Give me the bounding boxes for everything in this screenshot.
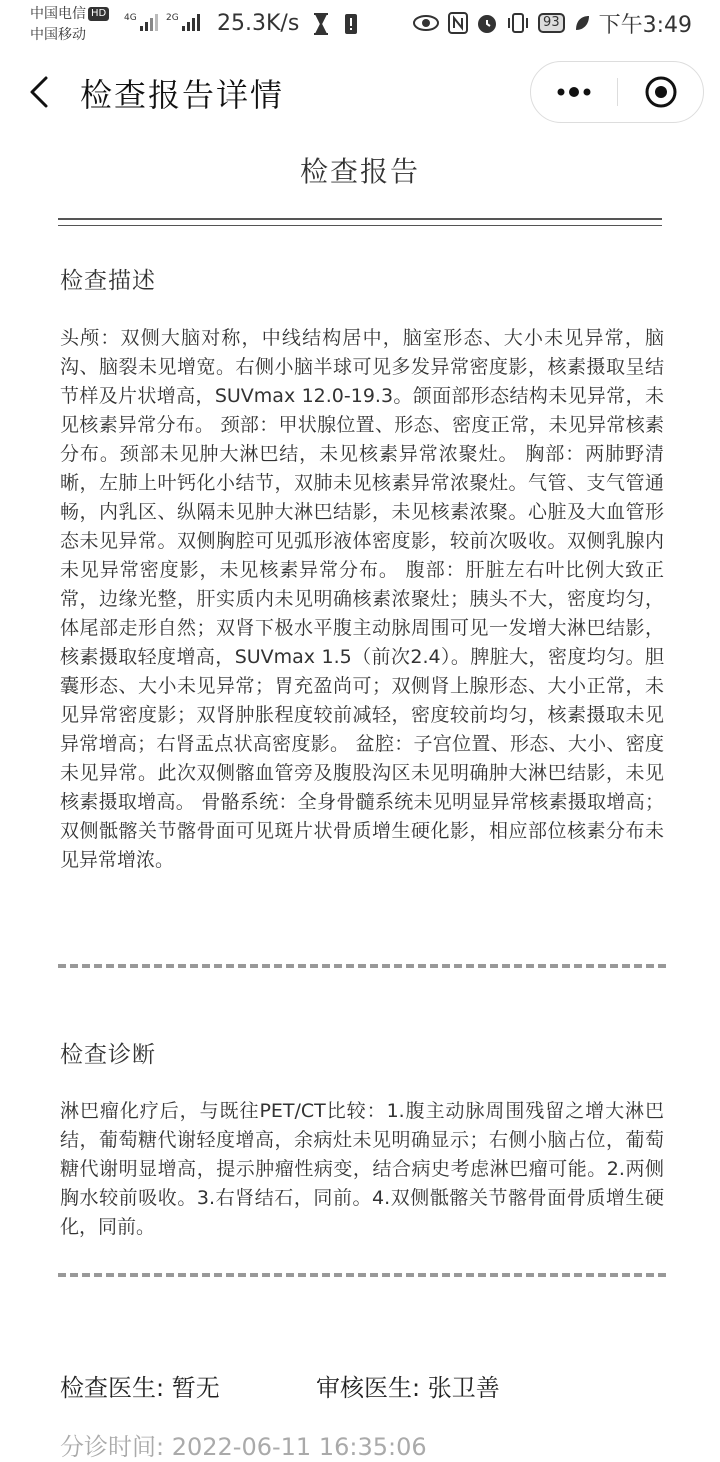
vibrate-icon xyxy=(506,12,530,34)
target-circle-icon xyxy=(618,62,704,122)
doctor-row xyxy=(60,1368,500,1403)
title-divider-top xyxy=(58,218,662,220)
net2-label: 2G xyxy=(166,13,179,23)
status-bar xyxy=(0,0,720,50)
dashed-divider-2 xyxy=(58,1273,666,1277)
page-title: 检查报告详情 xyxy=(80,76,285,114)
signal-4g-icon xyxy=(124,10,160,32)
battery-indicator: 93 xyxy=(538,13,565,33)
more-button[interactable] xyxy=(531,62,617,122)
more-dots-icon xyxy=(531,62,617,122)
alarm-icon xyxy=(476,12,498,34)
nav-bar xyxy=(0,58,720,126)
close-miniapp-button[interactable] xyxy=(618,62,704,122)
nfc-icon xyxy=(448,12,468,34)
description-text: 头颅：双侧大脑对称，中线结构居中，脑室形态、大小未见异常，脑沟、脑裂未见增宽。右侧小脑半球可见多发异常密度影，核素摄取呈结节样及片状增高，SUVmax 12.0-19.3。颌面部形态结构未见异常，未见核素异常分布。 颈部：甲状腺位置、形态、密度正常，未见异常核素分布。颈部未见肿大淋巴结，未见核素异常浓聚灶。 胸部：两肺野清晰，左肺上叶钙化小结节，双肺未见核素异常浓聚灶。气管、支气管通畅，内乳区、纵隔未见肿大淋巴结影，未见核素浓聚。心脏及大血管形态未见异常。双侧胸腔可见弧形液体密度影，较前次吸收。双侧乳腺内未见异常密度影，未见核素异常分布。 腹部：肝脏左右叶比例大致正常，边缘光整，肝实质内未见明确核素浓聚灶；胰头不大，密度均匀，体尾部走形自然；双肾下极水平腹主动脉周围可见一发增大淋巴结影，核素摄取轻度增高，SUVmax 1.5（前次2.4）。脾脏大，密度均匀。胆囊形态、大小未见异常；胃充盈尚可；双侧肾上腺形态、大小正常，未见异常密度影；双肾肿胀程度较前减轻，密度较前均匀，核素摄取未见异常增高；右肾盂点状高密度影。 盆腔：子宫位置、形态、大小、密度未见异常。此次双侧髂血管旁及腹股沟区未见明确肿大淋巴结影，未见核素摄取增高。 骨骼系统：全身骨髓系统未见明显异常核素摄取增高；双侧骶髂关节髂骨面可见斑片状骨质增生硬化影，相应部位核素分布未见异常增浓。 xyxy=(60,327,664,871)
net-speed: 25.3K/s xyxy=(217,11,300,36)
device-alert-icon xyxy=(344,12,358,36)
description-heading: 检查描述 xyxy=(60,268,156,294)
leaf-icon xyxy=(573,13,591,33)
title-divider-bottom xyxy=(58,225,662,226)
carrier1-label: 中国电信 xyxy=(30,6,86,22)
back-button[interactable] xyxy=(22,72,58,112)
status-icons xyxy=(412,8,692,38)
diagnosis-heading: 检查诊断 xyxy=(60,1042,156,1068)
hd-badge: HD xyxy=(88,7,109,21)
clock: 下午3:49 xyxy=(598,12,692,38)
diagnosis-text: 淋巴瘤化疗后，与既往PET/CT比较：1.腹主动脉周围残留之增大淋巴结，葡萄糖代谢轻度增高，余病灶未见明确显示；右侧小脑占位，葡萄糖代谢明显增高，提示肿瘤性病变，结合病史考虑淋巴瘤可能。2.两侧胸水较前吸收。3.右肾结石，同前。4.双侧骶髂关节髂骨面骨质增生硬化，同前。 xyxy=(60,1100,664,1238)
miniapp-capsule xyxy=(530,61,704,123)
report-title: 检查报告 xyxy=(299,155,420,188)
triage-time: 分诊时间: 2022-06-11 16:35:06 xyxy=(60,1433,427,1461)
carrier2-label: 中国移动 xyxy=(30,27,86,43)
hourglass-icon xyxy=(312,12,330,36)
net1-label: 4G xyxy=(124,13,137,23)
chevron-left-icon xyxy=(22,72,58,112)
dashed-divider-1 xyxy=(58,964,666,968)
carrier-info xyxy=(30,4,109,46)
reviewing-doctor: 审核医生: 张卫善 xyxy=(316,1374,500,1402)
examining-doctor: 检查医生: 暂无 xyxy=(60,1374,220,1402)
signal-2g-icon xyxy=(166,10,202,32)
eye-icon xyxy=(412,13,440,33)
